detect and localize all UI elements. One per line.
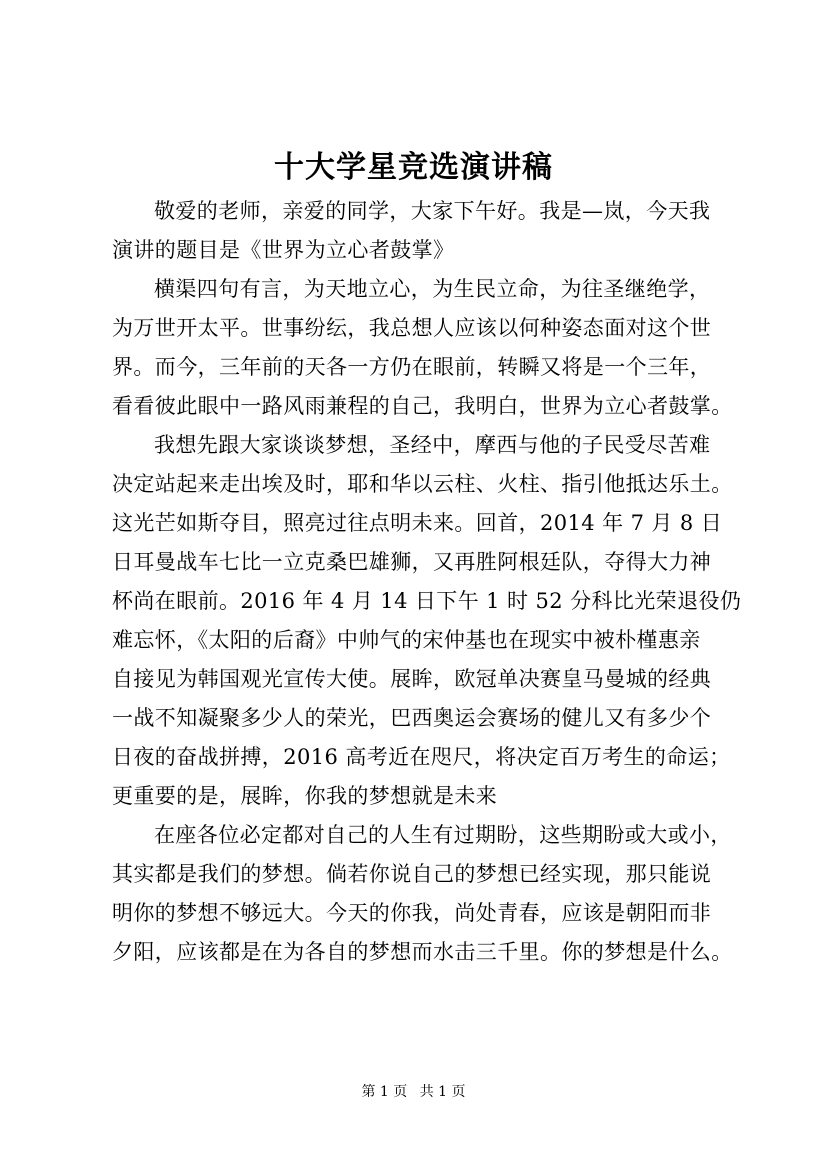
text-line: 决定站起来走出埃及时，耶和华以云柱、火柱、指引他抵达乐土。 — [112, 472, 733, 496]
text-line: 自接见为韩国观光宣传大使。展眸，欧冠单决赛皇马曼城的经典 — [112, 667, 712, 691]
text-line: 杯尚在眼前。2016 年 4 月 14 日下午 1 时 52 分科比光荣退役仍 — [112, 589, 742, 613]
text-line: 更重要的是，展眸，你我的梦想就是未来 — [112, 784, 498, 808]
text-line: 其实都是我们的梦想。倘若你说自己的梦想已经实现，那只能说 — [112, 862, 712, 886]
paragraph-3 — [112, 426, 742, 816]
text-line: 夕阳，应该都是在为各自的梦想而水击三千里。你的梦想是什么。 — [112, 940, 733, 964]
text-line: 在座各位必定都对自己的人生有过期盼，这些期盼或大或小， — [154, 823, 732, 847]
text-line: 看看彼此眼中一路风雨兼程的自己，我明白，世界为立心者鼓掌。 — [112, 394, 733, 418]
document-body — [112, 192, 742, 972]
text-line: 横渠四句有言，为天地立心，为生民立命，为往圣继绝学， — [154, 277, 711, 301]
text-line: 日耳曼战车七比一立克桑巴雄狮，又再胜阿根廷队，夺得大力神 — [112, 550, 712, 574]
text-line: 为万世开太平。世事纷纭，我总想人应该以何种姿态面对这个世 — [112, 316, 712, 340]
paragraph-1 — [112, 192, 727, 270]
text-line: 一战不知凝聚多少人的荣光，巴西奥运会赛场的健儿又有多少个 — [112, 706, 712, 730]
text-line: 明你的梦想不够远大。今天的你我，尚处青春，应该是朝阳而非 — [112, 901, 712, 925]
paragraph-4 — [112, 816, 733, 972]
text-line: 界。而今，三年前的天各一方仍在眼前，转瞬又将是一个三年， — [112, 355, 712, 379]
text-line: 难忘怀，《太阳的后裔》中帅气的宋仲基也在现实中被朴槿惠亲 — [112, 628, 701, 652]
text-line: 演讲的题目是《世界为立心者鼓掌》 — [112, 238, 455, 262]
page-footer — [0, 1082, 827, 1102]
text-line: 日夜的奋战拼搏，2016 高考近在咫尺，将决定百万考生的命运； — [112, 745, 731, 769]
text-line: 这光芒如斯夺目，照亮过往点明未来。回首，2014 年 7 月 8 日 — [112, 511, 723, 535]
page-total: 共 1 页 — [419, 1084, 466, 1100]
document-title: 十大学星竞选演讲稿 — [274, 150, 553, 185]
text-line: 敬爱的老师，亲爱的同学，大家下午好。我是—岚，今天我 — [154, 199, 711, 223]
page-number: 第 1 页 — [361, 1084, 408, 1100]
text-line: 我想先跟大家谈谈梦想，圣经中，摩西与他的子民受尽苦难 — [154, 433, 711, 457]
paragraph-2 — [112, 270, 733, 426]
